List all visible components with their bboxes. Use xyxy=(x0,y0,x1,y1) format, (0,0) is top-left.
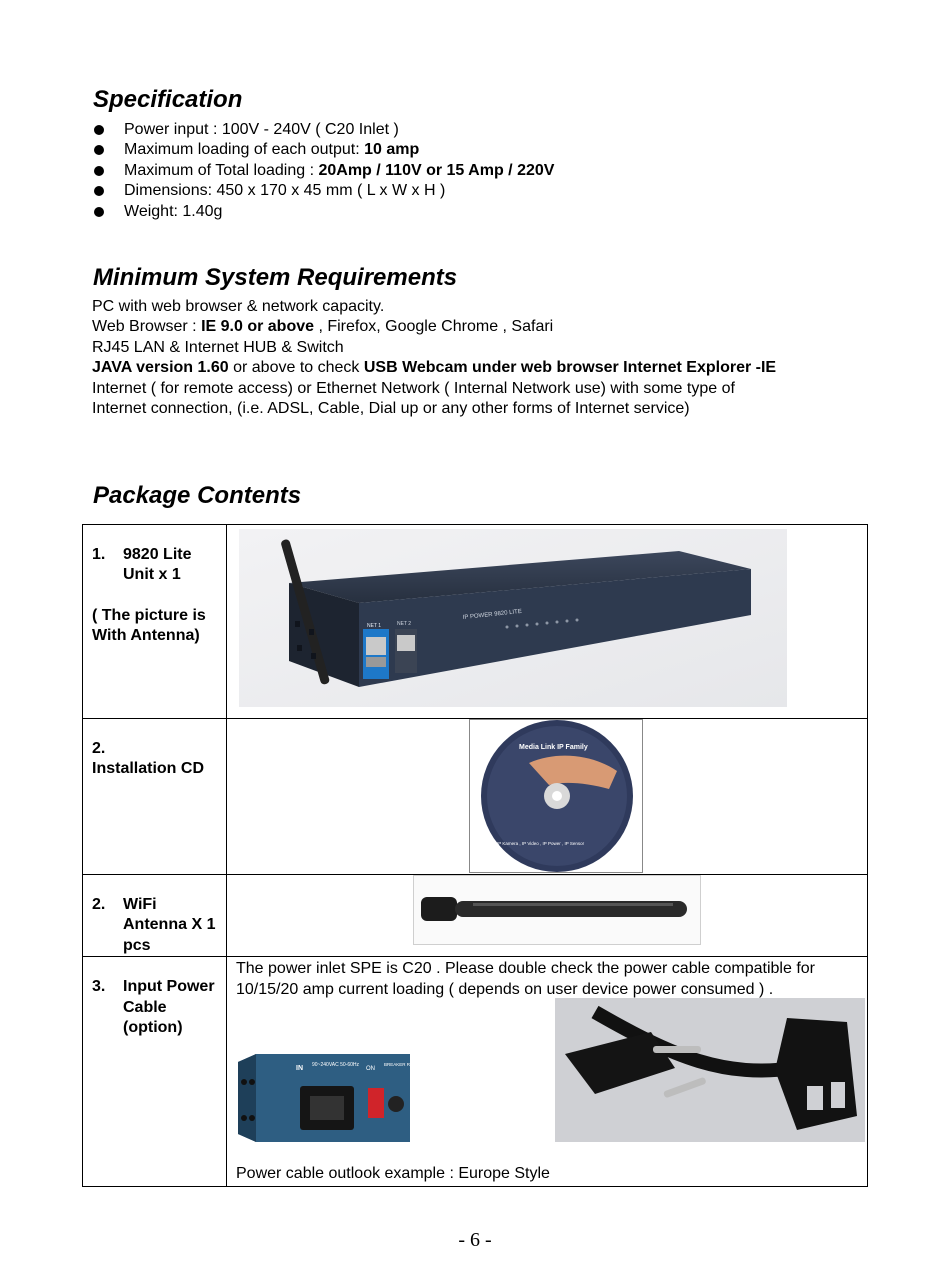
item-image-cell xyxy=(227,875,868,957)
spec-item: Power input : 100V - 240V ( C20 Inlet ) xyxy=(93,120,554,140)
cable-description: The power inlet SPE is C20 . Please double check the power cable compatible for 10/15/20 amp current loading ( depends on user device power consumed ) . xyxy=(236,960,815,998)
package-contents-table xyxy=(82,524,868,1187)
spec-item: Dimensions: 450 x 170 x 45 mm ( L x W x H ) xyxy=(93,181,554,201)
bullet-icon xyxy=(94,125,104,135)
power-cable-photo xyxy=(555,998,865,1142)
item-label-cell: 2. WiFi Antenna X 1 pcs xyxy=(83,875,227,957)
requirement-line: Internet ( for remote access) or Ethernet Network ( Internal Network use) with some type of xyxy=(92,379,735,397)
item-note: ( The picture is With Antenna) xyxy=(92,606,206,645)
page-number: - 6 - xyxy=(458,1229,492,1251)
table-row xyxy=(83,525,868,719)
bullet-icon xyxy=(94,166,104,176)
svg-text:BREAKER RESET: BREAKER RESET xyxy=(384,1062,422,1068)
spec-item: Weight: 1.40g xyxy=(93,202,554,222)
item-image-cell xyxy=(227,525,868,719)
item-image-cell xyxy=(227,719,868,875)
item-image-cell xyxy=(227,957,868,1187)
specification-list xyxy=(93,120,554,222)
requirement-line: Internet connection, (i.e. ADSL, Cable, Dial up or any other forms of Internet service) xyxy=(92,400,690,418)
requirement-line: RJ45 LAN & Internet HUB & Switch xyxy=(92,338,344,356)
svg-text:ON: ON xyxy=(366,1066,375,1073)
requirement-line: Web Browser : IE 9.0 or above , Firefox, Google Chrome , Safari xyxy=(92,318,554,336)
table-row xyxy=(83,875,868,957)
package-heading: Package Contents xyxy=(93,482,302,509)
table-row xyxy=(83,719,868,875)
bullet-icon xyxy=(94,186,104,196)
item-label-cell: 1. 9820 Lite Unit x 1 ( The picture is With Antenna) xyxy=(83,525,227,719)
device-unit-photo xyxy=(239,529,787,707)
svg-text:IN: IN xyxy=(296,1065,303,1073)
svg-text:IP POWER 9820 LITE: IP POWER 9820 LITE xyxy=(462,608,523,621)
installation-cd-photo xyxy=(469,719,643,873)
cable-caption: Power cable outlook example : Europe Style xyxy=(236,1165,550,1183)
wifi-antenna-photo xyxy=(413,875,701,945)
bullet-icon xyxy=(94,207,104,217)
spec-item: Maximum of Total loading : 20Amp / 110V or 15 Amp / 220V xyxy=(93,161,554,181)
svg-text:IP Kamera , IP Video , IP Powe: IP Kamera , IP Video , IP Power , IP Sensor xyxy=(497,841,585,846)
specification-heading: Specification xyxy=(93,86,243,113)
power-inlet-panel-photo xyxy=(238,1054,422,1142)
svg-text:NET 1: NET 1 xyxy=(367,623,382,629)
svg-text:NET 2: NET 2 xyxy=(397,621,412,627)
bullet-icon xyxy=(94,145,104,155)
requirements-heading: Minimum System Requirements xyxy=(93,264,458,291)
item-label-cell: 3. Input Power Cable (option) xyxy=(83,957,227,1187)
svg-text:Media Link IP Family: Media Link IP Family xyxy=(519,744,588,751)
table-row xyxy=(83,957,868,1187)
requirement-line: PC with web browser & network capacity. xyxy=(92,298,385,315)
spec-item: Maximum loading of each output: 10 amp xyxy=(93,140,554,160)
svg-text:90~240VAC 50-60Hz: 90~240VAC 50-60Hz xyxy=(312,1062,360,1069)
item-label-cell: 2. Installation CD xyxy=(83,719,227,875)
requirement-line: JAVA version 1.60 or above to check USB Webcam under web browser Internet Explorer -IE xyxy=(92,359,777,377)
requirements-body xyxy=(92,297,776,419)
